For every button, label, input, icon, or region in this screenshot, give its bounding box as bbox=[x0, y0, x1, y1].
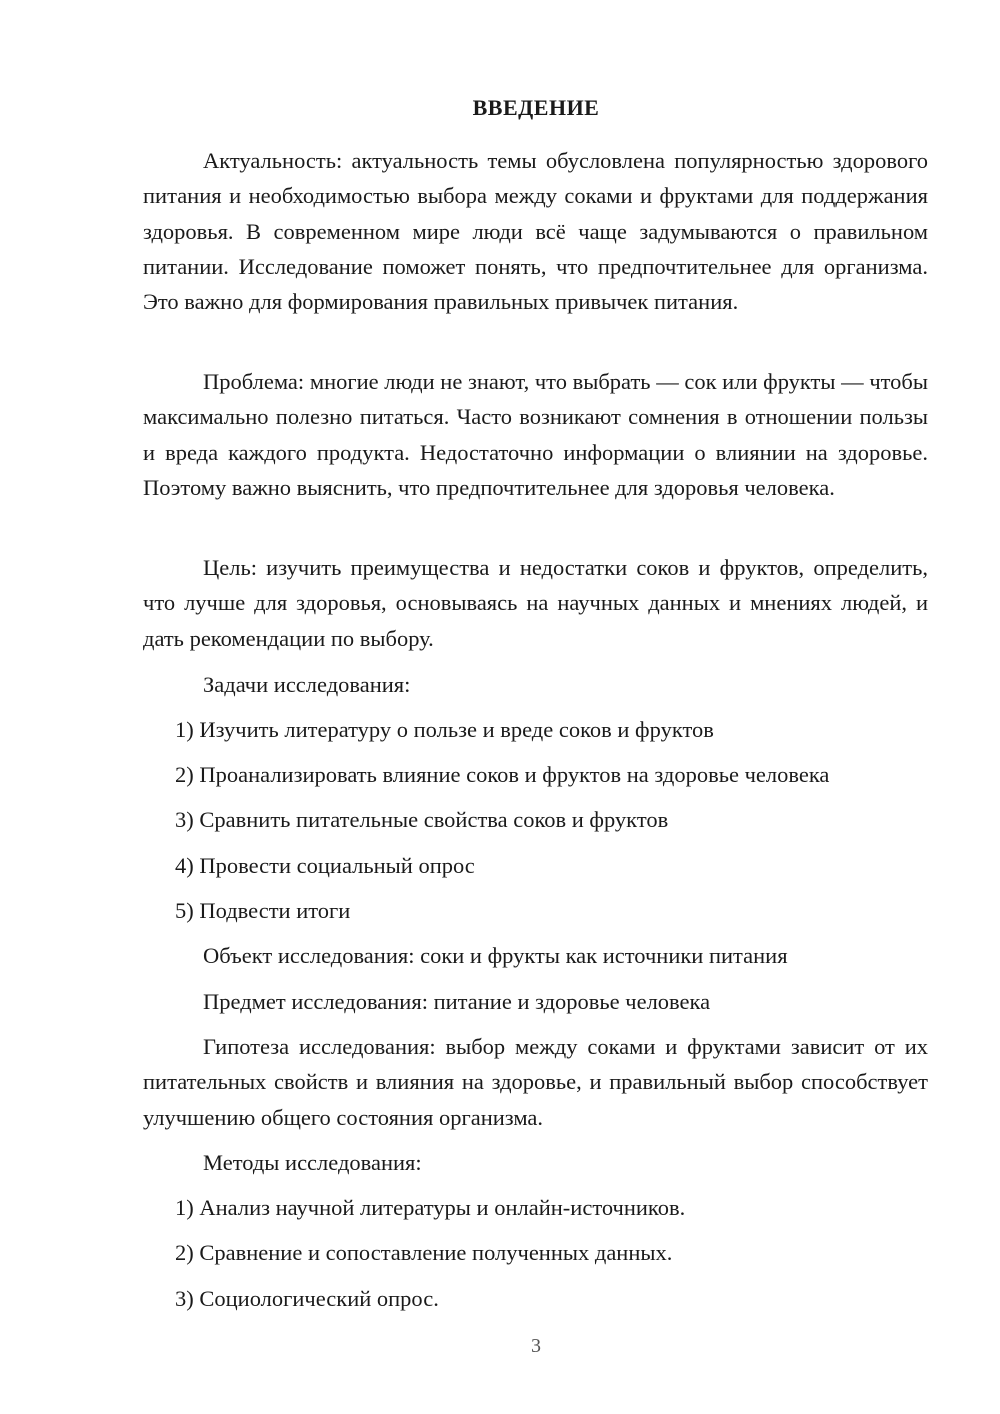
task-item: 2) Проанализировать влияние соков и фруктов на здоровье человека bbox=[175, 762, 830, 787]
subject-line: Предмет исследования: питание и здоровье человека bbox=[203, 989, 711, 1014]
task-item: 5) Подвести итоги bbox=[175, 898, 351, 923]
relevance-paragraph: Актуальность: актуальность темы обусловлена популярностью здорового питания и необходимостью выбора между соками и фруктами для поддержания здоровья. В современном мире люди всё чаще задумываются о правильном питании. Исследование поможет понять, что предпочтительнее для организма. Это важно для формирования правильных привычек питания. bbox=[143, 148, 928, 315]
task-item: 4) Провести социальный опрос bbox=[175, 853, 475, 878]
method-item: 2) Сравнение и сопоставление полученных данных. bbox=[175, 1240, 673, 1265]
task-item: 1) Изучить литературу о пользе и вреде соков и фруктов bbox=[175, 717, 714, 742]
page-number: 3 bbox=[531, 1335, 541, 1357]
hypothesis-paragraph: Гипотеза исследования: выбор между соками и фруктами зависит от их питательных свойств и влияния на здоровье, и правильный выбор способствует улучшению общего состояния организма. bbox=[143, 1034, 928, 1130]
goal-paragraph: Цель: изучить преимущества и недостатки соков и фруктов, определить, что лучше для здоровья, основываясь на научных данных и мнениях людей, и дать рекомендации по выбору. bbox=[143, 555, 928, 651]
method-item: 1) Анализ научной литературы и онлайн-источников. bbox=[175, 1195, 686, 1220]
task-item: 3) Сравнить питательные свойства соков и фруктов bbox=[175, 807, 669, 832]
tasks-heading: Задачи исследования: bbox=[203, 672, 411, 697]
methods-heading: Методы исследования: bbox=[203, 1150, 422, 1175]
page-title: ВВЕДЕНИЕ bbox=[472, 95, 600, 120]
object-line: Объект исследования: соки и фрукты как источники питания bbox=[203, 943, 788, 968]
problem-paragraph: Проблема: многие люди не знают, что выбрать — сок или фрукты — чтобы максимально полезно питаться. Часто возникают сомнения в отношении пользы и вреда каждого продукта. Недостаточно информации о влиянии на здоровье. Поэтому важно выяснить, что предпочтительнее для здоровья человека. bbox=[143, 369, 928, 500]
method-item: 3) Социологический опрос. bbox=[175, 1286, 439, 1311]
